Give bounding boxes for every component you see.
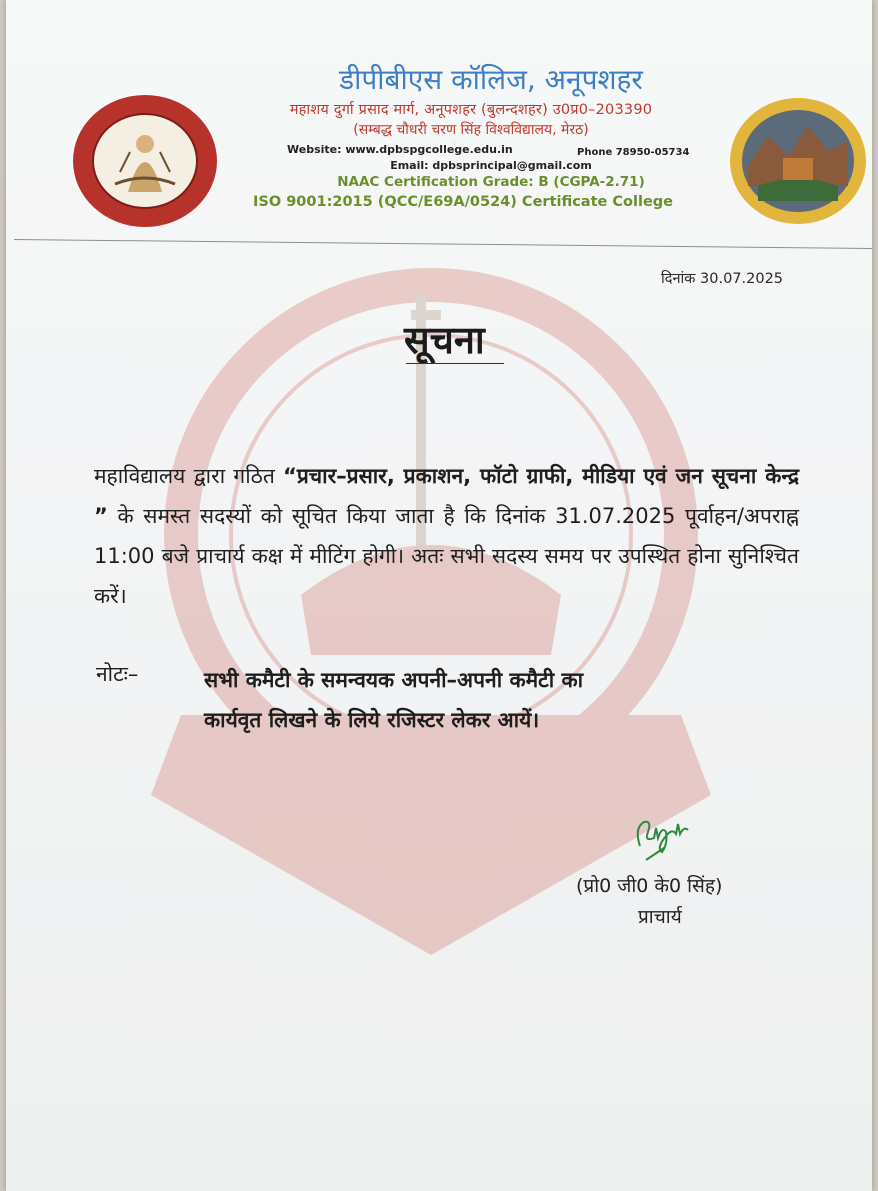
college-address: महाशय दुर्गा प्रसाद मार्ग, अनूपशहर (बुलन्दशहर) उ0प्र0–203390 — [289, 102, 653, 118]
letterhead — [221, 62, 721, 212]
notice-title: सूचना — [404, 318, 485, 362]
note-line-1: सभी कमैटी के समन्वयक अपनी–अपनी कमैटी का — [204, 668, 584, 692]
university-affiliation: (सम्बद्ध चौधरी चरण सिंह विश्वविद्यालय, मेरठ) — [353, 122, 589, 138]
notice-date: दिनांक 30.07.2025 — [661, 271, 784, 287]
note-line-2: कार्यवृत लिखने के लिये रजिस्टर लेकर आयें। — [204, 708, 540, 732]
body-committee-name: “प्रचार–प्रसार, प्रकाशन, फॉटो ग्राफी, मीडिया एवं जन सूचना केन्द्र ” — [94, 464, 799, 528]
website-text: Website: www.dpbspgcollege.edu.in — [287, 143, 513, 156]
naac-grade: NAAC Certification Grade: B (CGPA-2.71) — [337, 174, 645, 190]
notice-document — [6, 0, 872, 1191]
college-name: डीपीबीएस कॉलिज, अनूपशहर — [339, 63, 643, 96]
body-details: के समस्त सदस्यों को सूचित किया जाता है कि दिनांक 31.07.2025 पूर्वाहन/अपराह्न 11:00 बजे प्राचार्य कक्ष में मीटिंग होगी। अतः सभी सदस्य समय पर उपस्थित होना सुनिश्चित करें। — [94, 504, 799, 608]
body-intro: महाविद्यालय द्वारा गठित — [94, 464, 284, 488]
signatory-name: (प्रो0 जी0 के0 सिंह) — [576, 875, 723, 897]
handwritten-signature — [626, 808, 716, 868]
phone-text: Phone 78950-05734 — [577, 147, 690, 158]
college-seal-icon — [70, 92, 220, 230]
title-underline — [406, 363, 504, 364]
notice-body — [94, 456, 799, 616]
contact-row — [221, 143, 721, 159]
signatory-designation: प्राचार्य — [638, 906, 682, 928]
note-label: नोटः– — [96, 662, 139, 686]
iso-certificate: ISO 9001:2015 (QCC/E69A/0524) Certificate College — [253, 194, 673, 210]
email-text: Email: dpbsprincipal@gmail.com — [390, 159, 592, 172]
header-divider — [14, 239, 872, 249]
